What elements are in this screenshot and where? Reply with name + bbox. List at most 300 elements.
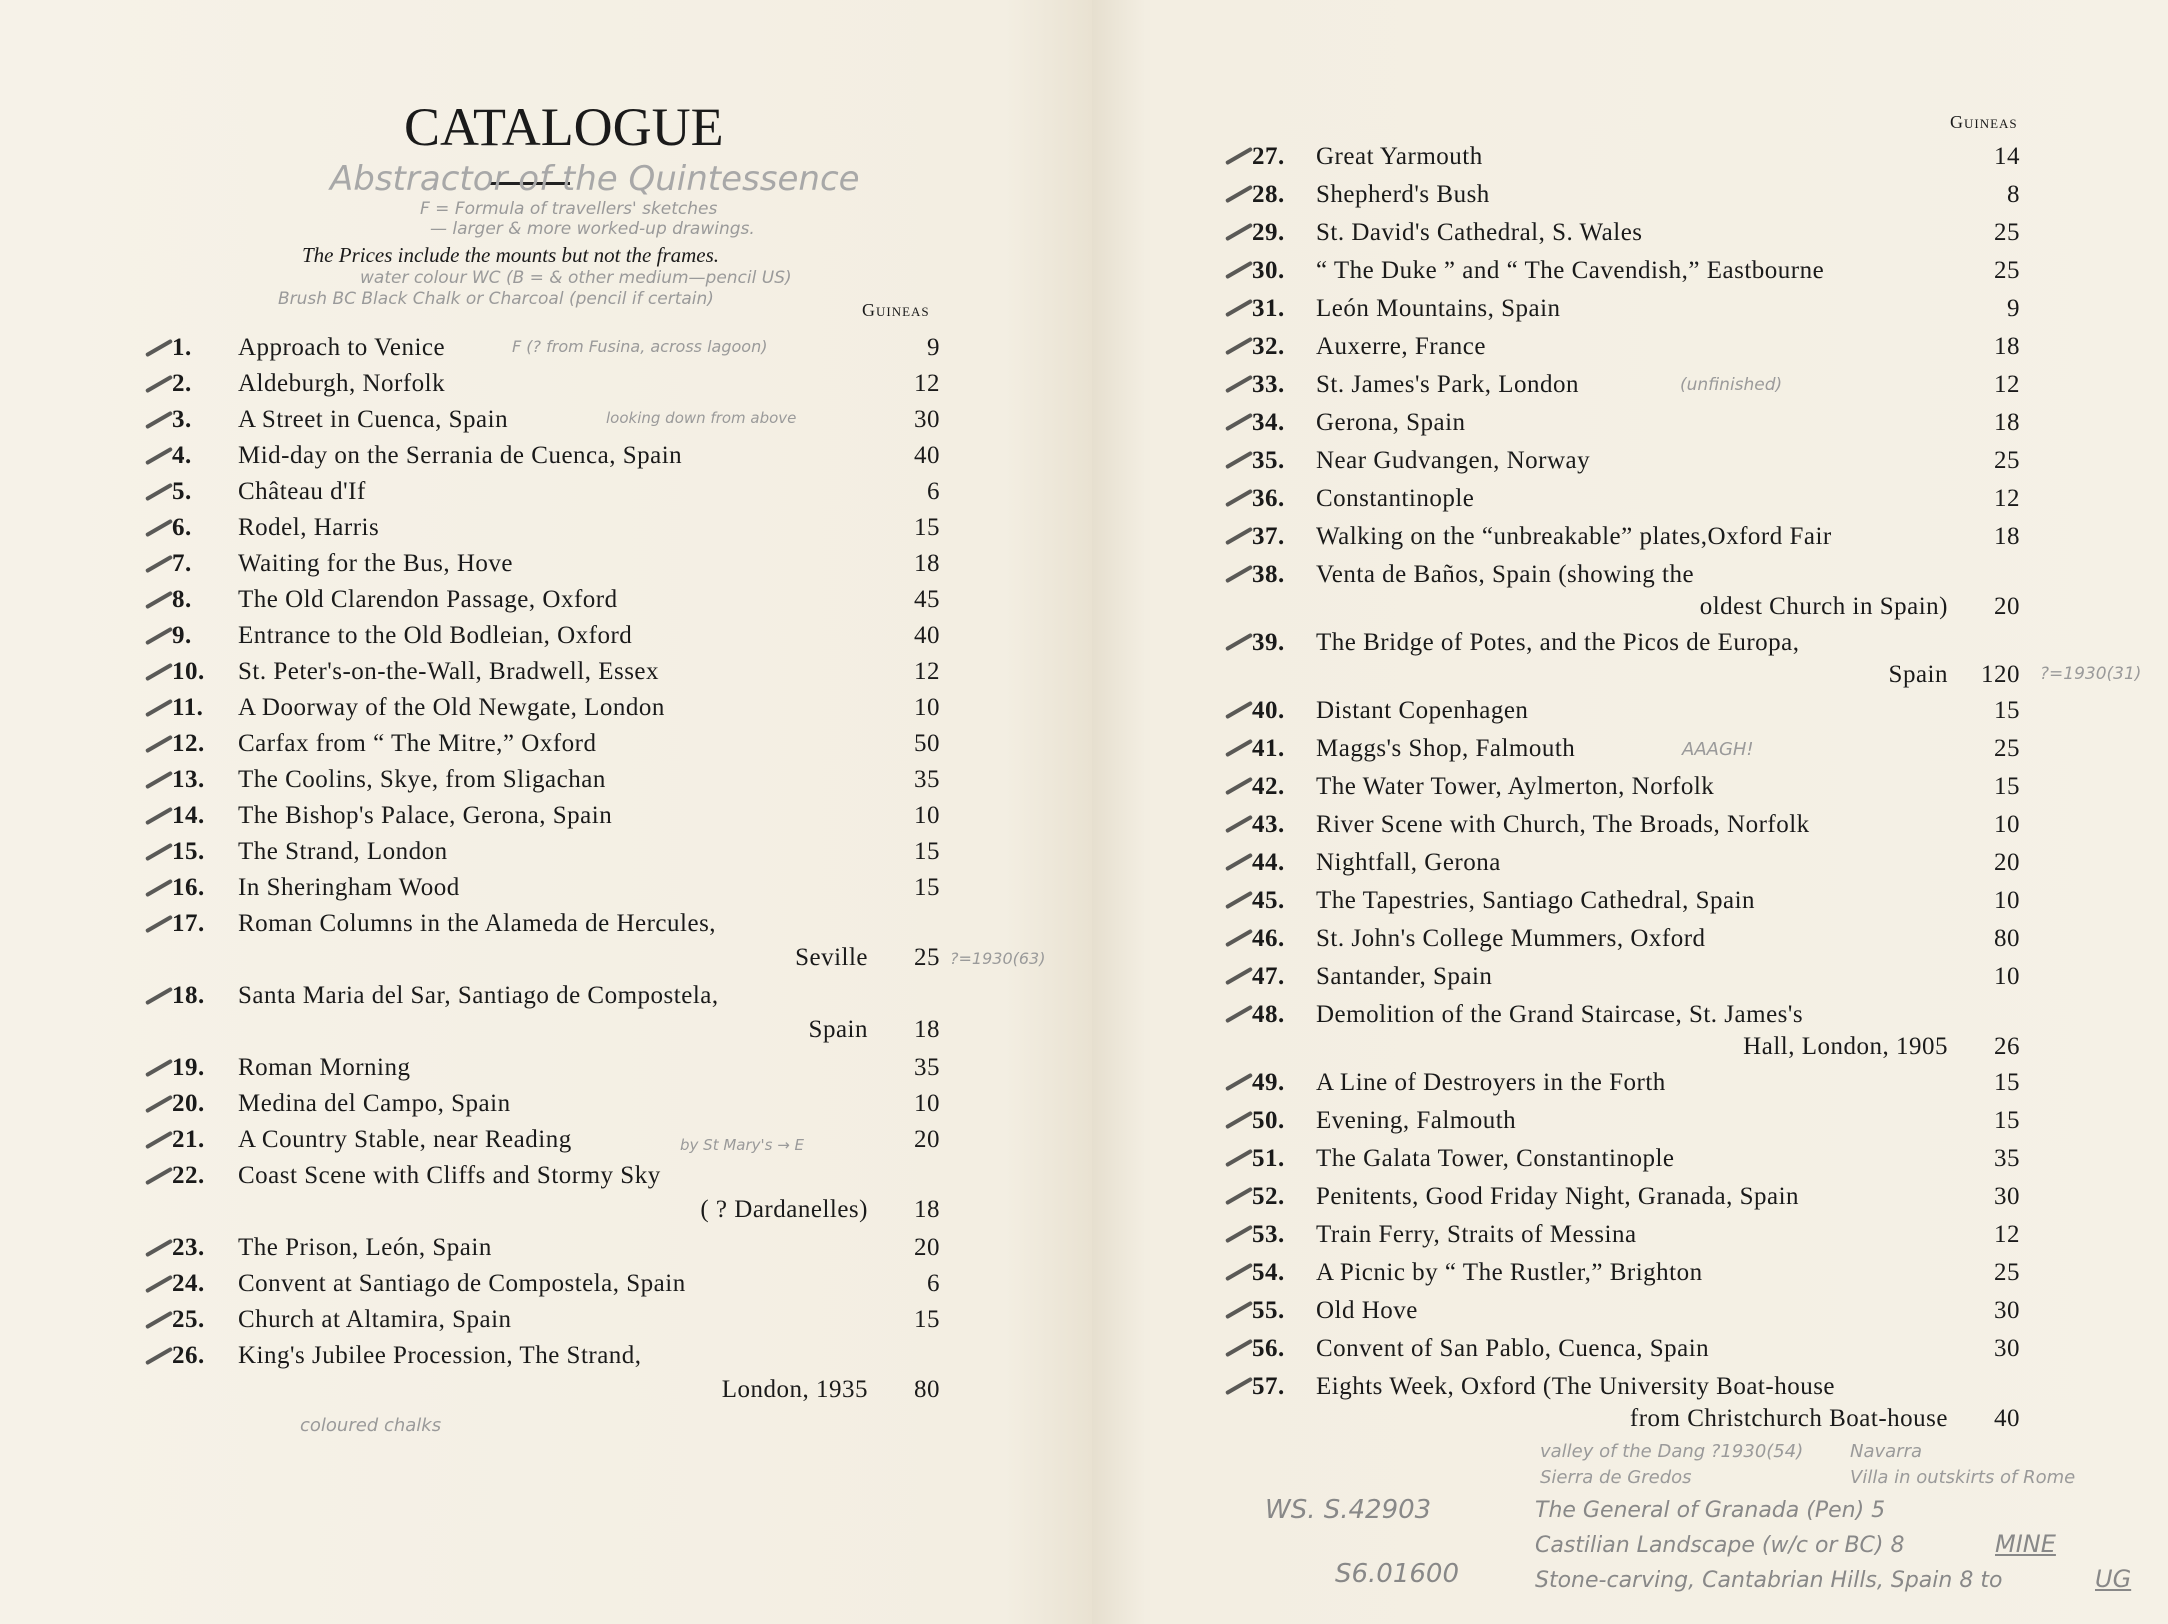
entry-price: 18 bbox=[914, 1016, 940, 1043]
entry-title: The Bridge of Potes, and the Picos de Europa, bbox=[1316, 629, 1800, 656]
catalogue-entry bbox=[1230, 1178, 2020, 1216]
entry-price: 35 bbox=[914, 766, 940, 793]
pencil-tick-mark bbox=[145, 1131, 173, 1149]
entry-title: Carfax from “ The Mitre,” Oxford bbox=[238, 730, 597, 757]
entry-price: 12 bbox=[1994, 1221, 2020, 1248]
pencil-tick-mark bbox=[145, 807, 173, 825]
catalogue-entry bbox=[1230, 404, 2020, 442]
catalogue-entry bbox=[1230, 1368, 2020, 1436]
entry-number: 11. bbox=[172, 694, 204, 721]
pencil-annotation: Sierra de Gredos bbox=[1540, 1467, 1692, 1488]
catalogue-entry bbox=[150, 618, 940, 654]
entry-number: 32. bbox=[1252, 333, 1285, 360]
pencil-annotation: coloured chalks bbox=[300, 1415, 442, 1436]
entry-title: Constantinople bbox=[1316, 485, 1475, 512]
entry-title: Aldeburgh, Norfolk bbox=[238, 370, 446, 397]
entry-title: In Sheringham Wood bbox=[238, 874, 460, 901]
entry-number: 12. bbox=[172, 730, 205, 757]
catalogue-entry bbox=[1230, 996, 2020, 1064]
pencil-tick-mark bbox=[1225, 451, 1253, 469]
catalogue-entry bbox=[1230, 442, 2020, 480]
catalogue-entry bbox=[150, 546, 940, 582]
entry-price: 15 bbox=[1994, 697, 2020, 724]
pencil-annotation: Navarra bbox=[1850, 1441, 1923, 1462]
pencil-annotation: Stone-carving, Cantabrian Hills, Spain 8 to bbox=[1535, 1568, 2003, 1593]
pencil-annotation: MINE bbox=[1995, 1530, 2056, 1558]
pencil-tick-mark bbox=[1225, 815, 1253, 833]
catalogue-entry bbox=[1230, 624, 2020, 692]
entry-title: The Strand, London bbox=[238, 838, 448, 865]
entry-title: Roman Morning bbox=[238, 1054, 411, 1081]
pencil-tick-mark bbox=[1225, 633, 1253, 651]
entry-title: Great Yarmouth bbox=[1316, 143, 1483, 170]
pencil-tick-mark bbox=[1225, 967, 1253, 985]
entry-title: River Scene with Church, The Broads, Norfolk bbox=[1316, 811, 1810, 838]
entry-price: 12 bbox=[914, 370, 940, 397]
entry-number: 45. bbox=[1252, 887, 1285, 914]
pencil-annotation: (unfinished) bbox=[1680, 375, 1783, 395]
catalogue-entry bbox=[150, 1122, 940, 1158]
entry-title: León Mountains, Spain bbox=[1316, 295, 1561, 322]
pencil-annotation: — larger & more worked-up drawings. bbox=[430, 219, 755, 239]
entry-number: 49. bbox=[1252, 1069, 1285, 1096]
pencil-tick-mark bbox=[1225, 489, 1253, 507]
pencil-tick-mark bbox=[145, 1167, 173, 1185]
entry-number: 41. bbox=[1252, 735, 1285, 762]
entry-title-continued: Hall, London, 1905 bbox=[1743, 1033, 1948, 1060]
entry-title: Near Gudvangen, Norway bbox=[1316, 447, 1591, 474]
pencil-tick-mark bbox=[145, 1275, 173, 1293]
entry-price: 10 bbox=[1994, 963, 2020, 990]
entry-title: The Tapestries, Santiago Cathedral, Spain bbox=[1316, 887, 1756, 914]
catalogue-entry bbox=[150, 438, 940, 474]
pencil-tick-mark bbox=[145, 1059, 173, 1077]
entry-title: Mid-day on the Serrania de Cuenca, Spain bbox=[238, 442, 683, 469]
pencil-tick-mark bbox=[1225, 223, 1253, 241]
entry-title: A Line of Destroyers in the Forth bbox=[1316, 1069, 1666, 1096]
catalogue-entry bbox=[150, 870, 940, 906]
guineas-header: Guineas bbox=[862, 300, 930, 320]
catalogue-entry bbox=[150, 834, 940, 870]
entry-title-continued: Spain bbox=[1888, 661, 1948, 688]
entry-title: King's Jubilee Procession, The Strand, bbox=[238, 1342, 642, 1369]
pencil-annotation: AAAGH! bbox=[1682, 739, 1754, 760]
entry-number: 51. bbox=[1252, 1145, 1285, 1172]
catalogue-entry bbox=[1230, 518, 2020, 556]
pencil-tick-mark bbox=[145, 771, 173, 789]
entry-price: 35 bbox=[1994, 1145, 2020, 1172]
catalogue-entry bbox=[1230, 1254, 2020, 1292]
entry-title: St. John's College Mummers, Oxford bbox=[1316, 925, 1706, 952]
pencil-tick-mark bbox=[1225, 375, 1253, 393]
entry-price: 10 bbox=[1994, 887, 2020, 914]
entry-number: 3. bbox=[172, 406, 192, 433]
entry-price: 15 bbox=[1994, 1069, 2020, 1096]
entry-number: 2. bbox=[172, 370, 192, 397]
entry-title-continued: Spain bbox=[808, 1016, 868, 1043]
pencil-tick-mark bbox=[1225, 1339, 1253, 1357]
entry-price: 120 bbox=[1981, 661, 2020, 688]
entry-title: St. David's Cathedral, S. Wales bbox=[1316, 219, 1643, 246]
entry-title: Old Hove bbox=[1316, 1297, 1418, 1324]
pencil-annotation: UG bbox=[2095, 1565, 2132, 1593]
entry-number: 56. bbox=[1252, 1335, 1285, 1362]
catalogue-entry bbox=[150, 798, 940, 834]
entry-title: A Street in Cuenca, Spain bbox=[238, 406, 509, 433]
entry-price: 18 bbox=[914, 550, 940, 577]
pencil-tick-mark bbox=[1225, 1301, 1253, 1319]
entry-title: “ The Duke ” and “ The Cavendish,” Eastbourne bbox=[1316, 257, 1825, 284]
catalogue-entry bbox=[1230, 882, 2020, 920]
entry-number: 39. bbox=[1252, 629, 1285, 656]
catalogue-entry bbox=[1230, 328, 2020, 366]
entry-title: Eights Week, Oxford (The University Boat-house bbox=[1316, 1373, 1836, 1400]
pencil-tick-mark bbox=[145, 555, 173, 573]
entry-number: 52. bbox=[1252, 1183, 1285, 1210]
catalogue-entry bbox=[1230, 138, 2020, 176]
pencil-annotation: Brush BC Black Chalk or Charcoal (pencil if certain) bbox=[278, 289, 714, 309]
entry-title: Convent of San Pablo, Cuenca, Spain bbox=[1316, 1335, 1710, 1362]
entry-price: 15 bbox=[914, 838, 940, 865]
entry-price: 15 bbox=[914, 514, 940, 541]
entry-number: 54. bbox=[1252, 1259, 1285, 1286]
entry-number: 53. bbox=[1252, 1221, 1285, 1248]
pencil-tick-mark bbox=[1225, 1005, 1253, 1023]
catalogue-entry bbox=[1230, 214, 2020, 252]
entry-number: 55. bbox=[1252, 1297, 1285, 1324]
entry-price: 45 bbox=[914, 586, 940, 613]
pencil-tick-mark bbox=[145, 663, 173, 681]
pencil-tick-mark bbox=[145, 915, 173, 933]
entry-title: Santa Maria del Sar, Santiago de Compostela, bbox=[238, 982, 719, 1009]
catalogue-entry bbox=[1230, 958, 2020, 996]
entry-title: Church at Altamira, Spain bbox=[238, 1306, 512, 1333]
entry-price: 20 bbox=[1994, 849, 2020, 876]
entry-number: 35. bbox=[1252, 447, 1285, 474]
entry-number: 40. bbox=[1252, 697, 1285, 724]
catalogue-entry bbox=[150, 582, 940, 618]
pencil-tick-mark bbox=[1225, 1111, 1253, 1129]
pencil-annotation: water colour WC (B = & other medium—pencil US) bbox=[360, 268, 792, 288]
catalogue-entry bbox=[1230, 1102, 2020, 1140]
catalogue-entry bbox=[150, 366, 940, 402]
pencil-tick-mark bbox=[1225, 701, 1253, 719]
pencil-tick-mark bbox=[1225, 1225, 1253, 1243]
entry-number: 22. bbox=[172, 1162, 205, 1189]
pencil-tick-mark bbox=[1225, 147, 1253, 165]
catalogue-list-left bbox=[150, 330, 940, 1410]
entry-title: Medina del Campo, Spain bbox=[238, 1090, 511, 1117]
entry-price: 35 bbox=[914, 1054, 940, 1081]
entry-number: 26. bbox=[172, 1342, 205, 1369]
entry-price: 12 bbox=[1994, 371, 2020, 398]
catalogue-entry bbox=[150, 1158, 940, 1230]
entry-number: 4. bbox=[172, 442, 192, 469]
pencil-tick-mark bbox=[145, 627, 173, 645]
entry-price: 6 bbox=[927, 1270, 940, 1297]
catalogue-entry bbox=[1230, 920, 2020, 958]
entry-price: 6 bbox=[927, 478, 940, 505]
pencil-tick-mark bbox=[1225, 413, 1253, 431]
entry-title: Rodel, Harris bbox=[238, 514, 380, 541]
catalogue-entry bbox=[1230, 366, 2020, 404]
pencil-tick-mark bbox=[145, 735, 173, 753]
catalogue-entry bbox=[1230, 290, 2020, 328]
catalogue-entry bbox=[1230, 730, 2020, 768]
pencil-tick-mark bbox=[1225, 891, 1253, 909]
entry-number: 50. bbox=[1252, 1107, 1285, 1134]
entry-title: A Picnic by “ The Rustler,” Brighton bbox=[1316, 1259, 1703, 1286]
pencil-tick-mark bbox=[1225, 1377, 1253, 1395]
entry-price: 9 bbox=[2007, 295, 2020, 322]
entry-number: 24. bbox=[172, 1270, 205, 1297]
entry-number: 23. bbox=[172, 1234, 205, 1261]
entry-number: 28. bbox=[1252, 181, 1285, 208]
pencil-tick-mark bbox=[145, 1095, 173, 1113]
entry-number: 57. bbox=[1252, 1373, 1285, 1400]
entry-title: Château d'If bbox=[238, 478, 366, 505]
entry-number: 21. bbox=[172, 1126, 205, 1153]
entry-price: 30 bbox=[914, 406, 940, 433]
entry-number: 36. bbox=[1252, 485, 1285, 512]
pencil-tick-mark bbox=[145, 483, 173, 501]
entry-title-continued: ( ? Dardanelles) bbox=[700, 1196, 868, 1223]
entry-title: Approach to Venice bbox=[238, 334, 446, 361]
entry-title: A Country Stable, near Reading bbox=[238, 1126, 572, 1153]
entry-title: Waiting for the Bus, Hove bbox=[238, 550, 514, 577]
entry-number: 5. bbox=[172, 478, 192, 505]
entry-price: 12 bbox=[914, 658, 940, 685]
pencil-annotation: Villa in outskirts of Rome bbox=[1850, 1467, 2076, 1488]
catalogue-entry bbox=[150, 690, 940, 726]
entry-title-continued: London, 1935 bbox=[721, 1376, 868, 1403]
catalogue-entry bbox=[1230, 1330, 2020, 1368]
catalogue-entry bbox=[150, 474, 940, 510]
pencil-tick-mark bbox=[145, 1239, 173, 1257]
entry-number: 44. bbox=[1252, 849, 1285, 876]
pencil-tick-mark bbox=[145, 411, 173, 429]
entry-price: 25 bbox=[1994, 257, 2020, 284]
entry-price: 50 bbox=[914, 730, 940, 757]
catalogue-entry bbox=[150, 1302, 940, 1338]
pencil-tick-mark bbox=[1225, 1149, 1253, 1167]
pencil-tick-mark bbox=[1225, 929, 1253, 947]
entry-title: Auxerre, France bbox=[1316, 333, 1486, 360]
catalogue-entry bbox=[1230, 844, 2020, 882]
entry-title: Entrance to the Old Bodleian, Oxford bbox=[238, 622, 633, 649]
pencil-annotation: S6.01600 bbox=[1335, 1559, 1460, 1589]
entry-number: 15. bbox=[172, 838, 205, 865]
entry-price: 30 bbox=[1994, 1297, 2020, 1324]
entry-number: 33. bbox=[1252, 371, 1285, 398]
pencil-tick-mark bbox=[1225, 1187, 1253, 1205]
pencil-tick-mark bbox=[145, 843, 173, 861]
pencil-tick-mark bbox=[1225, 261, 1253, 279]
entry-title: Convent at Santiago de Compostela, Spain bbox=[238, 1270, 686, 1297]
entry-number: 29. bbox=[1252, 219, 1285, 246]
catalogue-entry bbox=[1230, 252, 2020, 290]
guineas-header: Guineas bbox=[1950, 112, 2018, 132]
pencil-tick-mark bbox=[1225, 739, 1253, 757]
entry-title: The Water Tower, Aylmerton, Norfolk bbox=[1316, 773, 1715, 800]
entry-price: 40 bbox=[914, 622, 940, 649]
pencil-tick-mark bbox=[1225, 299, 1253, 317]
catalogue-entry bbox=[150, 1086, 940, 1122]
entry-title: Roman Columns in the Alameda de Hercules, bbox=[238, 910, 717, 937]
pencil-tick-mark bbox=[1225, 565, 1253, 583]
entry-price: 15 bbox=[1994, 773, 2020, 800]
pencil-annotation: valley of the Dang ?1930(54) bbox=[1540, 1441, 1804, 1462]
entry-price: 8 bbox=[2007, 181, 2020, 208]
entry-title: Nightfall, Gerona bbox=[1316, 849, 1501, 876]
entry-number: 42. bbox=[1252, 773, 1285, 800]
entry-number: 34. bbox=[1252, 409, 1285, 436]
entry-title: Maggs's Shop, Falmouth bbox=[1316, 735, 1576, 762]
pencil-tick-mark bbox=[145, 447, 173, 465]
pencil-annotation: F = Formula of travellers' sketches bbox=[420, 199, 718, 219]
entry-price: 30 bbox=[1994, 1183, 2020, 1210]
entry-title: The Coolins, Skye, from Sligachan bbox=[238, 766, 606, 793]
entry-number: 48. bbox=[1252, 1001, 1285, 1028]
entry-price: 18 bbox=[1994, 523, 2020, 550]
pencil-annotation: looking down from above bbox=[606, 409, 797, 427]
entry-number: 47. bbox=[1252, 963, 1285, 990]
entry-number: 10. bbox=[172, 658, 205, 685]
entry-price: 25 bbox=[914, 944, 940, 971]
pencil-tick-mark bbox=[145, 375, 173, 393]
entry-price: 18 bbox=[1994, 333, 2020, 360]
entry-title: St. James's Park, London bbox=[1316, 371, 1580, 398]
catalogue-title: CATALOGUE bbox=[404, 97, 724, 157]
pencil-tick-mark bbox=[1225, 1073, 1253, 1091]
pencil-tick-mark bbox=[145, 1347, 173, 1365]
entry-number: 31. bbox=[1252, 295, 1285, 322]
entry-title: A Doorway of the Old Newgate, London bbox=[238, 694, 665, 721]
entry-price: 25 bbox=[1994, 1259, 2020, 1286]
catalogue-entry bbox=[150, 906, 940, 978]
catalogue-entry bbox=[150, 510, 940, 546]
entry-number: 38. bbox=[1252, 561, 1285, 588]
catalogue-entry bbox=[150, 654, 940, 690]
entry-title-continued: from Christchurch Boat-house bbox=[1629, 1405, 1948, 1432]
entry-price: 40 bbox=[914, 442, 940, 469]
entry-price: 80 bbox=[914, 1376, 940, 1403]
catalogue-entry bbox=[1230, 692, 2020, 730]
catalogue-entry bbox=[1230, 176, 2020, 214]
pencil-tick-mark bbox=[1225, 527, 1253, 545]
pencil-annotation: F (? from Fusina, across lagoon) bbox=[512, 337, 768, 356]
entry-number: 20. bbox=[172, 1090, 205, 1117]
catalogue-entry bbox=[1230, 806, 2020, 844]
pencil-annotation: The General of Granada (Pen) 5 bbox=[1535, 1498, 1886, 1523]
pencil-tick-mark bbox=[145, 699, 173, 717]
entry-title: The Bishop's Palace, Gerona, Spain bbox=[238, 802, 613, 829]
entry-number: 7. bbox=[172, 550, 192, 577]
entry-price: 10 bbox=[914, 694, 940, 721]
catalogue-entry bbox=[150, 726, 940, 762]
pencil-tick-mark bbox=[1225, 185, 1253, 203]
entry-price: 10 bbox=[914, 1090, 940, 1117]
entry-price: 10 bbox=[914, 802, 940, 829]
pencil-tick-mark bbox=[145, 519, 173, 537]
entry-number: 30. bbox=[1252, 257, 1285, 284]
entry-price: 9 bbox=[927, 334, 940, 361]
entry-title: St. Peter's-on-the-Wall, Bradwell, Essex bbox=[238, 658, 660, 685]
entry-price: 18 bbox=[1994, 409, 2020, 436]
entry-number: 9. bbox=[172, 622, 192, 649]
catalogue-entry bbox=[1230, 480, 2020, 518]
entry-price: 10 bbox=[1994, 811, 2020, 838]
entry-title: Santander, Spain bbox=[1316, 963, 1493, 990]
entry-title: Walking on the “unbreakable” plates,Oxford Fair bbox=[1316, 523, 1832, 550]
entry-number: 8. bbox=[172, 586, 192, 613]
pencil-annotation: Abstractor of the Quintessence bbox=[330, 159, 860, 199]
pencil-tick-mark bbox=[1225, 337, 1253, 355]
entry-title-continued: Seville bbox=[795, 944, 868, 971]
entry-number: 18. bbox=[172, 982, 205, 1009]
entry-title: Gerona, Spain bbox=[1316, 409, 1466, 436]
entry-price: 15 bbox=[1994, 1107, 2020, 1134]
entry-number: 46. bbox=[1252, 925, 1285, 952]
entry-title: Shepherd's Bush bbox=[1316, 181, 1490, 208]
entry-number: 17. bbox=[172, 910, 205, 937]
pencil-tick-mark bbox=[145, 1311, 173, 1329]
entry-price: 12 bbox=[1994, 485, 2020, 512]
catalogue-entry bbox=[150, 1230, 940, 1266]
entry-price: 15 bbox=[914, 874, 940, 901]
entry-number: 13. bbox=[172, 766, 205, 793]
pencil-annotation: Castilian Landscape (w/c or BC) 8 bbox=[1535, 1533, 1905, 1558]
entry-number: 16. bbox=[172, 874, 205, 901]
entry-number: 27. bbox=[1252, 143, 1285, 170]
entry-price: 18 bbox=[914, 1196, 940, 1223]
pencil-tick-mark bbox=[1225, 1263, 1253, 1281]
entry-price: 25 bbox=[1994, 735, 2020, 762]
entry-number: 43. bbox=[1252, 811, 1285, 838]
entry-title: The Galata Tower, Constantinople bbox=[1316, 1145, 1675, 1172]
entry-price: 25 bbox=[1994, 219, 2020, 246]
prices-note: The Prices include the mounts but not the frames. bbox=[302, 243, 720, 267]
entry-price: 80 bbox=[1994, 925, 2020, 952]
entry-number: 25. bbox=[172, 1306, 205, 1333]
pencil-tick-mark bbox=[1225, 853, 1253, 871]
entry-number: 6. bbox=[172, 514, 192, 541]
entry-number: 19. bbox=[172, 1054, 205, 1081]
entry-title: Distant Copenhagen bbox=[1316, 697, 1529, 724]
catalogue-entry bbox=[150, 402, 940, 438]
catalogue-entry bbox=[1230, 1140, 2020, 1178]
catalogue-list-right bbox=[1230, 138, 2020, 1436]
pencil-annotation: ?=1930(31) bbox=[2040, 664, 2142, 684]
entry-price: 20 bbox=[1994, 593, 2020, 620]
entry-title: The Prison, León, Spain bbox=[238, 1234, 492, 1261]
pencil-annotation: WS. S.42903 bbox=[1265, 1495, 1432, 1525]
catalogue-entry bbox=[1230, 556, 2020, 624]
entry-price: 20 bbox=[914, 1126, 940, 1153]
entry-title: Venta de Baños, Spain (showing the bbox=[1316, 561, 1695, 588]
catalogue-entry bbox=[1230, 768, 2020, 806]
pencil-annotation: by St Mary's → E bbox=[680, 1136, 805, 1154]
entry-title: Demolition of the Grand Staircase, St. James's bbox=[1316, 1001, 1804, 1028]
entry-price: 40 bbox=[1994, 1405, 2020, 1432]
catalogue-entry bbox=[150, 1266, 940, 1302]
entry-price: 26 bbox=[1994, 1033, 2020, 1060]
catalogue-entry bbox=[150, 762, 940, 798]
pencil-tick-mark bbox=[1225, 777, 1253, 795]
entry-title: Train Ferry, Straits of Messina bbox=[1316, 1221, 1637, 1248]
entry-number: 37. bbox=[1252, 523, 1285, 550]
catalogue-entry bbox=[150, 978, 940, 1050]
